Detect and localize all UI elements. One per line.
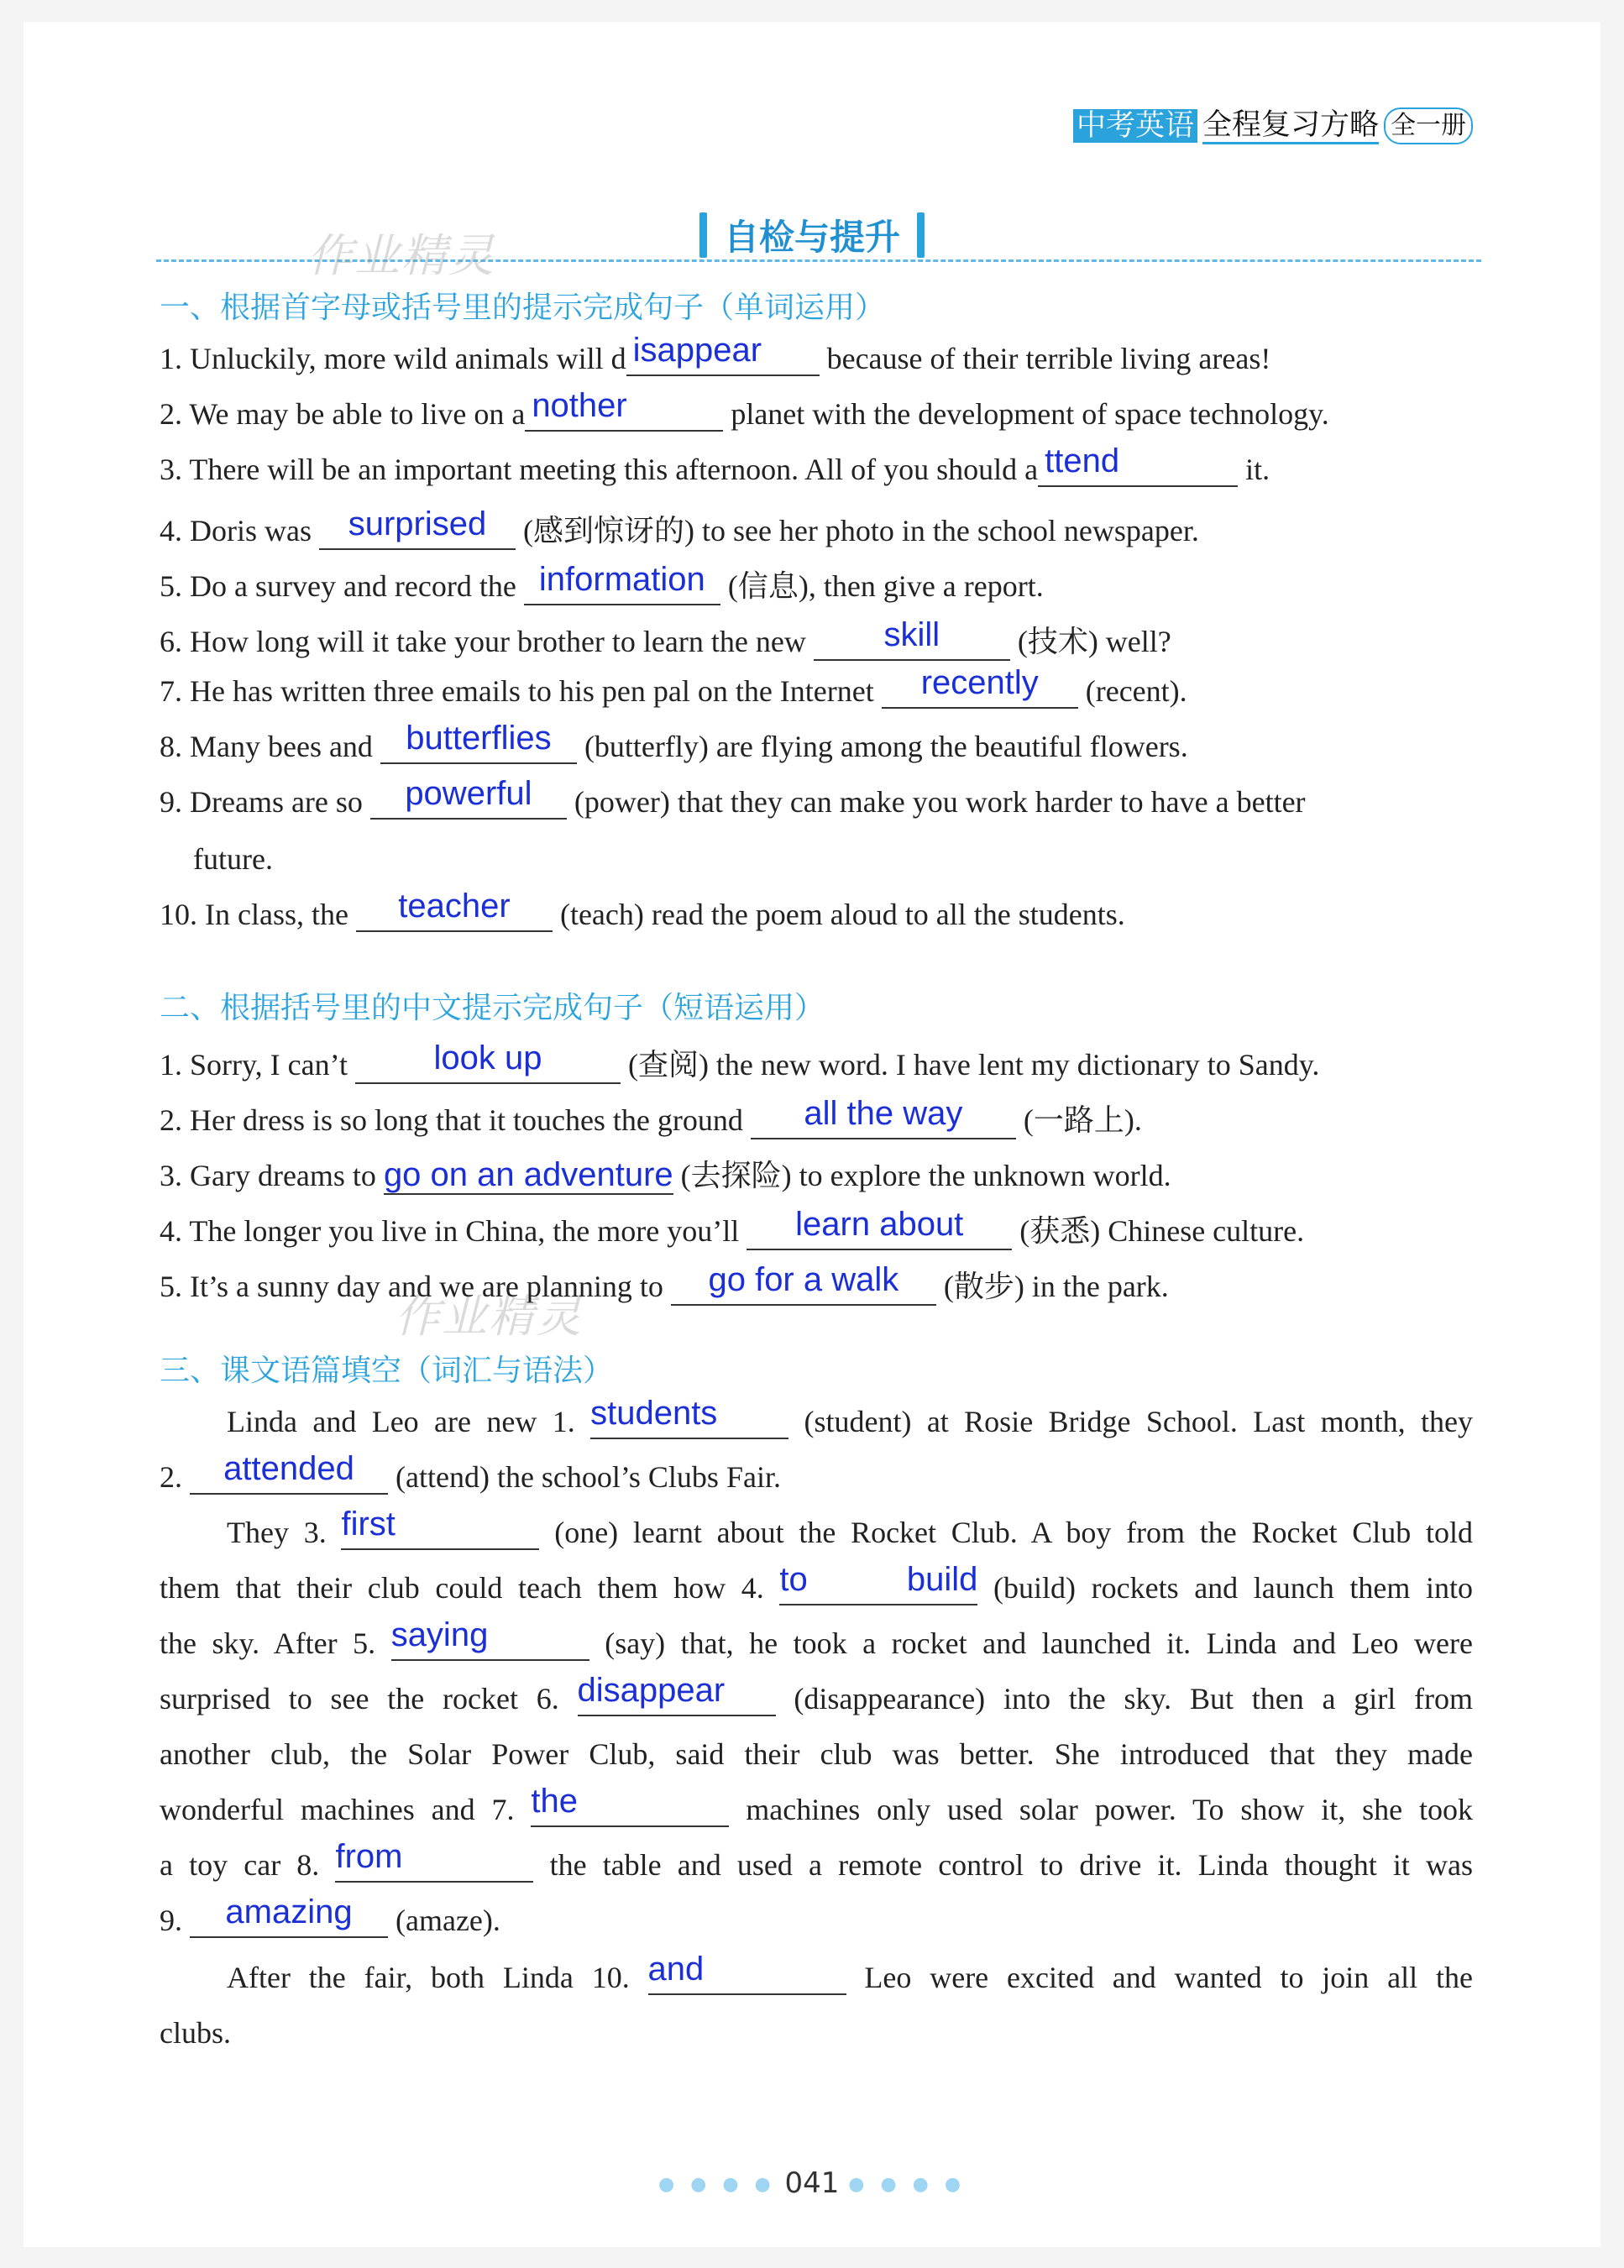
answer-blank-6[interactable]: disappear: [578, 1681, 776, 1716]
p3-line-3: They 3. first (one) learnt about the Rocket Club. A boy from the Rocket Club told: [227, 1506, 1474, 1549]
answer-blank[interactable]: all the way: [751, 1104, 1016, 1139]
p3-line-5: the sky. After 5. saying (say) that, he took a rocket and launched it. Linda and Leo were: [160, 1616, 1474, 1660]
answer-blank[interactable]: go for a walk: [671, 1270, 936, 1306]
p3-line-11: After the fair, both Linda 10. and Leo were excited and wanted to join all the: [227, 1951, 1473, 1994]
p2-item-4: 4. The longer you live in China, the more you’ll learn about (获悉) Chinese culture.: [160, 1207, 1473, 1250]
answer-blank[interactable]: surprised: [319, 515, 516, 550]
title-bar-left: [699, 212, 707, 258]
p3-line-1: Linda and Leo are new 1. students (student) at Rosie Bridge School. Last month, they: [227, 1395, 1473, 1438]
section-title: [0, 210, 1624, 262]
p3-line-4: them that their club could teach them how 4. to build (build) rockets and launch them into: [160, 1561, 1473, 1605]
p1-item-2: 2. We may be able to live on a nother planet with the development of space technology.: [160, 387, 1329, 431]
footer-dots-right: ● ● ● ●: [848, 2174, 967, 2195]
p3-line-12: clubs.: [160, 2016, 231, 2050]
volume-badge: 全一册: [1384, 107, 1473, 144]
p1-item-7: 7. He has written three emails to his pen pal on the Internet recently (recent).: [160, 664, 1187, 708]
p1-item-4: 4. Doris was surprised (感到惊讶的) to see her photo in the school newspaper.: [160, 507, 1473, 550]
answer-blank-7[interactable]: the: [531, 1792, 729, 1827]
section-title-text: 自检与提升: [723, 217, 900, 258]
p3-line-7: another club, the Solar Power Club, said their club was better. She introduced that they made: [160, 1737, 1473, 1771]
p3-line-2: 2. attended (attend) the school’s Clubs Fair.: [160, 1450, 781, 1494]
title-bar-right: [917, 212, 925, 258]
p1-item-9: 9. Dreams are so powerful (power) that they can make you work harder to have a better: [160, 775, 1306, 819]
part1-heading: 一、根据首字母或括号里的提示完成句子（单词运用）: [160, 291, 886, 325]
answer-blank-4[interactable]: to build: [779, 1570, 977, 1605]
answer-blank[interactable]: information: [524, 570, 720, 605]
answer-blank[interactable]: powerful: [370, 784, 567, 820]
p1-item-9-cont: future.: [193, 842, 273, 876]
watermark: 作业精灵: [395, 1290, 583, 1343]
answer-blank[interactable]: skill: [814, 626, 1010, 661]
p1-item-3: 3. There will be an important meeting this afternoon. All of you should a ttend it.: [160, 443, 1270, 486]
book-series: 中考英语: [1073, 109, 1197, 143]
answer-blank-3[interactable]: first: [341, 1515, 539, 1550]
answer-blank[interactable]: look up: [355, 1049, 621, 1084]
answer-blank[interactable]: ttend: [1038, 452, 1238, 487]
p1-item-8: 8. Many bees and butterflies (butterfly) are flying among the beautiful flowers.: [160, 720, 1188, 763]
p1-item-6: 6. How long will it take your brother to learn the new skill (技术) well?: [160, 618, 1473, 661]
running-header: [1073, 107, 1473, 144]
answer-blank-2[interactable]: attended: [190, 1459, 388, 1495]
p1-item-5: 5. Do a survey and record the information (信息), then give a report.: [160, 563, 1473, 605]
p1-item-1: 1. Unluckily, more wild animals will d isappear because of their terrible living areas!: [160, 332, 1271, 375]
p3-line-10: 9. amazing (amaze).: [160, 1893, 500, 1937]
answer-blank[interactable]: butterflies: [380, 729, 577, 764]
p2-item-5: 5. It’s a sunny day and we are planning to go for a walk (散步) in the park.: [160, 1263, 1473, 1306]
answer-blank[interactable]: teacher: [356, 897, 553, 932]
watermark: 作业精灵: [307, 229, 495, 282]
p3-line-8: wonderful machines and 7. the machines only used solar power. To show it, she took: [160, 1783, 1473, 1826]
page-number: 041: [784, 2166, 840, 2200]
part2-heading: 二、根据括号里的中文提示完成句子（短语运用）: [160, 991, 825, 1025]
p2-item-2: 2. Her dress is so long that it touches the ground all the way (一路上).: [160, 1097, 1473, 1139]
p2-item-1: 1. Sorry, I can’t look up (查阅) the new word. I have lent my dictionary to Sandy.: [160, 1041, 1473, 1084]
answer-blank-5[interactable]: saying: [391, 1626, 589, 1661]
answer-blank-10[interactable]: and: [648, 1960, 846, 1995]
part3-heading: 三、课文语篇填空（词汇与语法）: [160, 1354, 614, 1388]
answer-blank[interactable]: go on an adventure: [383, 1156, 673, 1193]
answer-blank[interactable]: learn about: [747, 1215, 1012, 1250]
p3-line-9: a toy car 8. from the table and used a remote control to drive it. Linda thought it was: [160, 1838, 1473, 1882]
answer-blank[interactable]: nother: [525, 396, 723, 432]
p2-item-3: 3. Gary dreams to go on an adventure (去探险) to explore the unknown world.: [160, 1156, 1171, 1193]
answer-blank-1[interactable]: students: [590, 1404, 788, 1439]
footer-dots-left: ● ● ● ●: [657, 2174, 776, 2195]
book-title: 全程复习方略: [1202, 108, 1379, 144]
answer-blank-9[interactable]: amazing: [190, 1903, 388, 1938]
p3-line-6: surprised to see the rocket 6. disappear (disappearance) into the sky. But then a girl from: [160, 1672, 1473, 1715]
answer-blank[interactable]: recently: [882, 673, 1078, 709]
page-footer: [0, 2166, 1624, 2200]
answer-blank[interactable]: isappear: [626, 341, 820, 376]
answer-blank-8[interactable]: from: [335, 1847, 533, 1883]
p1-item-10: 10. In class, the teacher (teach) read the poem aloud to all the students.: [160, 888, 1125, 931]
